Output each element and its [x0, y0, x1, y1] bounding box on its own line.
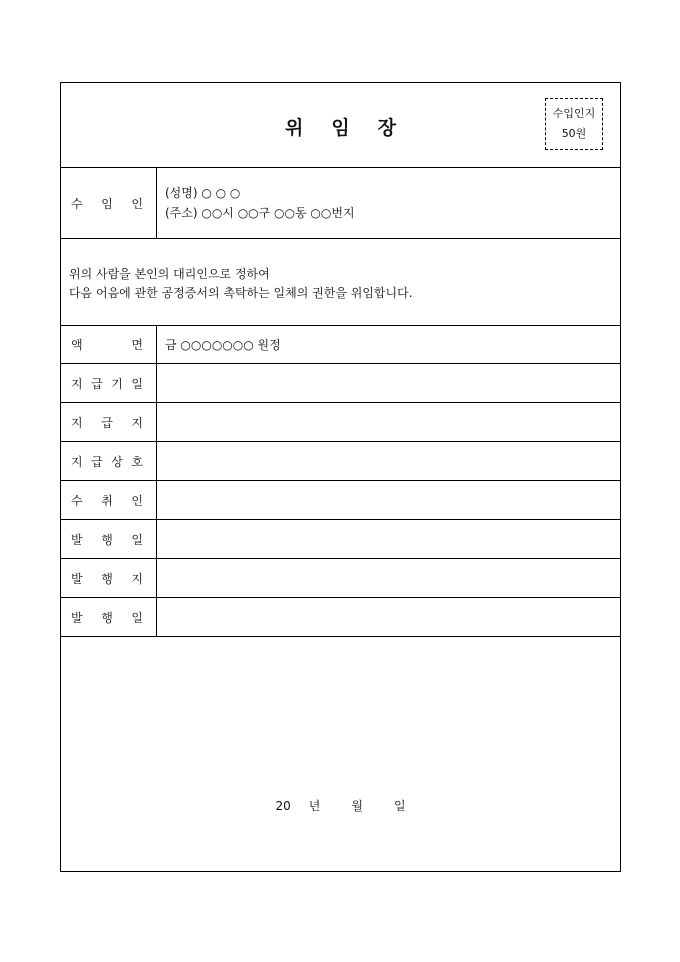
payee-field[interactable] [165, 481, 612, 519]
label-char: 지 [131, 571, 143, 586]
statement-line: 다음 어음에 관한 공정증서의 촉탁하는 일체의 권한을 위임합니다. [69, 286, 413, 300]
label-char: 급 [101, 415, 113, 430]
label-char: 발 [71, 571, 83, 586]
date-year-unit: 년 [308, 799, 321, 813]
label-char: 인 [131, 196, 143, 211]
label-char: 급 [91, 376, 103, 391]
statement-line: 위의 사람을 본인의 대리인으로 정하여 [69, 267, 270, 281]
date-year: 20 [275, 799, 291, 813]
label-char: 행 [101, 532, 113, 547]
field-row-face-value [61, 326, 620, 364]
grantee-name: (성명) ○ ○ ○ [165, 186, 241, 200]
payment-date-label [61, 364, 157, 402]
title-row [61, 83, 620, 168]
label-char: 지 [71, 415, 83, 430]
grantee-row [61, 168, 620, 239]
field-row-payer-name [61, 442, 620, 481]
payer-name-field[interactable] [165, 442, 612, 480]
label-char: 일 [131, 376, 143, 391]
label-char: 발 [71, 610, 83, 625]
field-row-issue-date-2 [61, 598, 620, 637]
grantee-address: (주소) ○○시 ○○구 ○○동 ○○번지 [165, 206, 355, 220]
power-of-attorney-form [60, 82, 621, 872]
label-char: 지 [71, 454, 83, 469]
grantee-value [165, 168, 612, 238]
stamp-amount: 50원 [561, 127, 587, 140]
label-char: 일 [131, 610, 143, 625]
label-char: 임 [101, 196, 113, 211]
label-char: 지 [71, 376, 83, 391]
field-row-issue-place [61, 559, 620, 598]
stamp-label: 수입인지 [552, 107, 596, 120]
field-row-issue-date [61, 520, 620, 559]
signature-date [61, 797, 620, 814]
label-char: 급 [91, 454, 103, 469]
grantee-label [61, 168, 157, 238]
statement-row [61, 239, 620, 326]
issue-place-field[interactable] [165, 559, 612, 597]
label-char: 수 [71, 493, 83, 508]
date-day-unit: 일 [393, 799, 406, 813]
label-char: 행 [101, 610, 113, 625]
label-char: 면 [131, 338, 143, 352]
payment-place-field[interactable] [165, 403, 612, 441]
issue-date-field[interactable] [165, 520, 612, 558]
field-row-payment-place [61, 403, 620, 442]
face-value-label [61, 326, 157, 363]
issue-date-2-field[interactable] [165, 598, 612, 636]
date-month-unit: 월 [351, 799, 363, 813]
label-char: 액 [71, 338, 83, 352]
label-char: 취 [101, 493, 113, 508]
label-char: 일 [131, 532, 143, 547]
issue-place-label [61, 559, 157, 597]
label-char: 인 [131, 493, 143, 508]
title-char: 임 [331, 117, 350, 139]
label-char: 지 [131, 415, 143, 430]
title-char: 위 [284, 117, 304, 139]
issue-date-label [61, 520, 157, 558]
label-char: 발 [71, 532, 83, 547]
revenue-stamp-box [545, 98, 603, 150]
payment-place-label [61, 403, 157, 441]
face-value-field[interactable]: 금 ○○○○○○○ 원정 [165, 338, 281, 352]
label-char: 호 [131, 454, 143, 469]
payee-label [61, 481, 157, 519]
payer-name-label [61, 442, 157, 480]
label-char: 기 [111, 376, 123, 391]
label-char: 상 [111, 454, 123, 469]
issue-date-2-label [61, 598, 157, 636]
field-row-payment-date [61, 364, 620, 403]
field-row-payee [61, 481, 620, 520]
document-title [61, 113, 620, 140]
label-char: 수 [71, 196, 83, 211]
statement-text [69, 265, 413, 303]
payment-date-field[interactable] [165, 364, 612, 402]
title-char: 장 [377, 117, 397, 139]
label-char: 행 [101, 571, 113, 586]
